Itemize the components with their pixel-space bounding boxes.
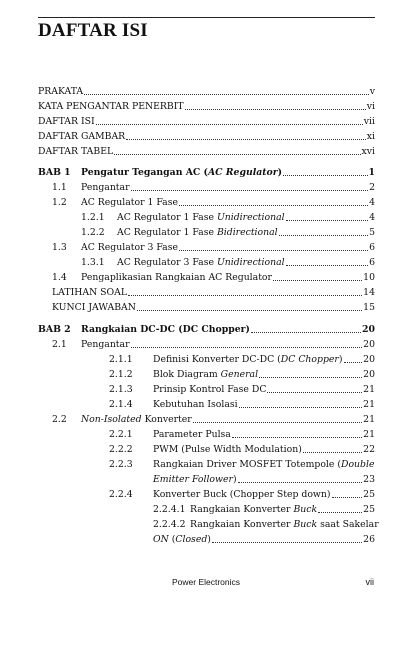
- toc-label-continued: ON (Closed): [153, 534, 211, 545]
- leader-dots: [267, 392, 362, 393]
- toc-page: 20: [363, 369, 375, 380]
- toc-page: 21: [363, 414, 375, 425]
- toc-entry-prakata[interactable]: [38, 86, 375, 97]
- toc-page: 20: [363, 339, 375, 350]
- toc-page: 4: [369, 197, 375, 208]
- leader-dots: [318, 512, 362, 513]
- leader-dots: [344, 362, 363, 363]
- toc-entry-2-2-4-1[interactable]: [38, 504, 375, 515]
- toc-label: KATA PENGANTAR PENERBIT: [38, 101, 184, 112]
- leader-dots: [185, 109, 366, 110]
- toc-page: 14: [363, 287, 375, 298]
- toc-entry-1-3[interactable]: [38, 242, 375, 253]
- leader-dots: [303, 452, 362, 453]
- toc-page: 6: [369, 257, 375, 268]
- leader-dots: [273, 280, 362, 281]
- toc-entry-2-1-2[interactable]: [38, 369, 375, 380]
- toc-page: 21: [363, 384, 375, 395]
- toc-label: Pengantar: [81, 182, 130, 193]
- toc-entry-daftar-tabel[interactable]: [38, 146, 375, 157]
- leader-dots: [238, 482, 363, 483]
- section-number: 2.2.4.2: [153, 519, 186, 530]
- toc-label: Parameter Pulsa: [153, 429, 231, 440]
- leader-dots: [84, 94, 369, 95]
- leader-dots: [128, 295, 362, 296]
- toc-entry-kunci-jawaban[interactable]: [38, 302, 375, 313]
- section-number: 2.2: [52, 414, 67, 425]
- toc-entry-2-1[interactable]: [38, 339, 375, 350]
- leader-dots: [279, 235, 368, 236]
- toc-page: 20: [363, 354, 375, 365]
- toc-label: PRAKATA: [38, 86, 84, 97]
- leader-dots: [131, 347, 363, 348]
- section-number: 2.1.3: [109, 384, 133, 395]
- section-number: 2.1.4: [109, 399, 133, 410]
- toc-label: Rangkaian Driver MOSFET Totempole (Double: [153, 459, 375, 470]
- toc-page: 21: [363, 399, 375, 410]
- toc-label: Rangkaian Konverter Buck: [190, 504, 318, 515]
- toc-entry-1-2-2[interactable]: [38, 227, 375, 238]
- chapter-number: BAB 1: [38, 167, 71, 178]
- toc-entry-1-1[interactable]: [38, 182, 375, 193]
- leader-dots: [193, 422, 362, 423]
- toc-entry-2-2-3-line2[interactable]: [38, 474, 375, 485]
- toc-entry-1-2[interactable]: [38, 197, 375, 208]
- toc-page: 5: [369, 227, 375, 238]
- toc-label: PWM (Pulse Width Modulation): [153, 444, 302, 455]
- leader-dots: [114, 154, 360, 155]
- toc-entry-daftar-isi[interactable]: [38, 116, 375, 127]
- leader-dots: [332, 497, 363, 498]
- toc-entry-2-2-4[interactable]: [38, 489, 375, 500]
- toc-page: 15: [363, 302, 375, 313]
- toc-page: xvi: [361, 146, 375, 157]
- toc-label: Blok Diagram General: [153, 369, 259, 380]
- section-number: 2.2.1: [109, 429, 133, 440]
- toc-label: Rangkaian Konverter Buck saat Sakelar: [190, 519, 379, 530]
- toc-chapter-bab2[interactable]: [38, 324, 375, 335]
- toc-label: AC Regulator 1 Fase Unidirectional: [117, 212, 285, 223]
- section-number: 1.3: [52, 242, 67, 253]
- leader-dots: [286, 265, 368, 266]
- section-number: 1.3.1: [81, 257, 105, 268]
- toc-page: 21: [363, 429, 375, 440]
- leader-dots: [232, 437, 362, 438]
- toc-entry-1-2-1[interactable]: [38, 212, 375, 223]
- toc-label: Prinsip Kontrol Fase DC: [153, 384, 267, 395]
- toc-entry-2-2-1[interactable]: [38, 429, 375, 440]
- toc-page: 20: [362, 324, 375, 335]
- leader-dots: [259, 377, 362, 378]
- section-number: 2.2.3: [109, 459, 133, 470]
- leader-dots: [96, 124, 363, 125]
- section-number: 1.2.1: [81, 212, 105, 223]
- section-number: 2.1.2: [109, 369, 133, 380]
- footer-page-number: vii: [365, 577, 374, 587]
- section-number: 2.2.2: [109, 444, 133, 455]
- footer-book-title: Power Electronics: [171, 577, 241, 587]
- section-number: 1.1: [52, 182, 67, 193]
- toc-label: Non-Isolated Konverter: [81, 414, 192, 425]
- toc-page: vi: [366, 101, 375, 112]
- toc-label: AC Regulator 1 Fase: [81, 197, 178, 208]
- toc-label: DAFTAR ISI: [38, 116, 95, 127]
- leader-dots: [251, 332, 361, 333]
- chapter-title: Rangkaian DC-DC (DC Chopper): [81, 324, 250, 335]
- table-of-contents: [38, 0, 379, 652]
- toc-label-continued: Emitter Follower): [153, 474, 237, 485]
- toc-page: 25: [363, 504, 375, 515]
- toc-page: xi: [366, 131, 375, 142]
- toc-label: KUNCI JAWABAN: [52, 302, 136, 313]
- section-number: 2.2.4: [109, 489, 133, 500]
- leader-dots: [283, 175, 367, 176]
- chapter-title: Pengatur Tegangan AC (AC Regulator): [81, 167, 283, 178]
- toc-label: AC Regulator 3 Fase: [81, 242, 178, 253]
- toc-page: 2: [369, 182, 375, 193]
- toc-label: Definisi Konverter DC-DC (DC Chopper): [153, 354, 343, 365]
- toc-page: 10: [363, 272, 375, 283]
- section-number: 1.2.2: [81, 227, 105, 238]
- leader-dots: [137, 310, 362, 311]
- page-title: DAFTAR ISI: [38, 20, 148, 41]
- toc-label: DAFTAR TABEL: [38, 146, 114, 157]
- toc-page: 25: [363, 489, 375, 500]
- toc-entry-2-2-3-line1[interactable]: [38, 459, 375, 470]
- chapter-number: BAB 2: [38, 324, 71, 335]
- toc-entry-2-2-2[interactable]: [38, 444, 375, 455]
- toc-entry-daftar-gambar[interactable]: [38, 131, 375, 142]
- toc-chapter-bab1[interactable]: [38, 167, 375, 178]
- toc-label: Konverter Buck (Chopper Step down): [153, 489, 331, 500]
- toc-page: 1: [368, 167, 375, 178]
- toc-entry-1-3-1[interactable]: [38, 257, 375, 268]
- toc-entry-latihan-soal[interactable]: [38, 287, 375, 298]
- toc-page: v: [369, 86, 375, 97]
- toc-label: DAFTAR GAMBAR: [38, 131, 126, 142]
- toc-entry-2-2-4-2-line2[interactable]: [38, 534, 375, 545]
- toc-label: Kebutuhan Isolasi: [153, 399, 238, 410]
- toc-label: LATIHAN SOAL: [52, 287, 128, 298]
- toc-entry-1-4[interactable]: [38, 272, 375, 283]
- toc-page: 22: [363, 444, 375, 455]
- toc-entry-2-1-3[interactable]: [38, 384, 375, 395]
- leader-dots: [126, 139, 366, 140]
- toc-page: 6: [369, 242, 375, 253]
- leader-dots: [212, 542, 362, 543]
- leader-dots: [179, 205, 368, 206]
- toc-label: AC Regulator 3 Fase Unidirectional: [117, 257, 285, 268]
- toc-label: AC Regulator 1 Fase Bidirectional: [117, 227, 278, 238]
- leader-dots: [131, 190, 369, 191]
- section-number: 2.1: [52, 339, 67, 350]
- toc-page: vii: [363, 116, 375, 127]
- toc-entry-kata-pengantar[interactable]: [38, 101, 375, 112]
- toc-page: 26: [363, 534, 375, 545]
- section-number: 2.2.4.1: [153, 504, 186, 515]
- leader-dots: [239, 407, 363, 408]
- toc-label: Pengaplikasian Rangkaian AC Regulator: [81, 272, 272, 283]
- toc-entry-2-1-4[interactable]: [38, 399, 375, 410]
- leader-dots: [286, 220, 368, 221]
- toc-label: Pengantar: [81, 339, 130, 350]
- section-number: 2.1.1: [109, 354, 133, 365]
- toc-entry-2-1-1[interactable]: [38, 354, 375, 365]
- toc-entry-2-2[interactable]: [38, 414, 375, 425]
- leader-dots: [179, 250, 368, 251]
- section-number: 1.2: [52, 197, 67, 208]
- toc-page: 4: [369, 212, 375, 223]
- toc-page: 23: [363, 474, 375, 485]
- toc-entry-2-2-4-2-line1[interactable]: [38, 519, 379, 530]
- section-number: 1.4: [52, 272, 67, 283]
